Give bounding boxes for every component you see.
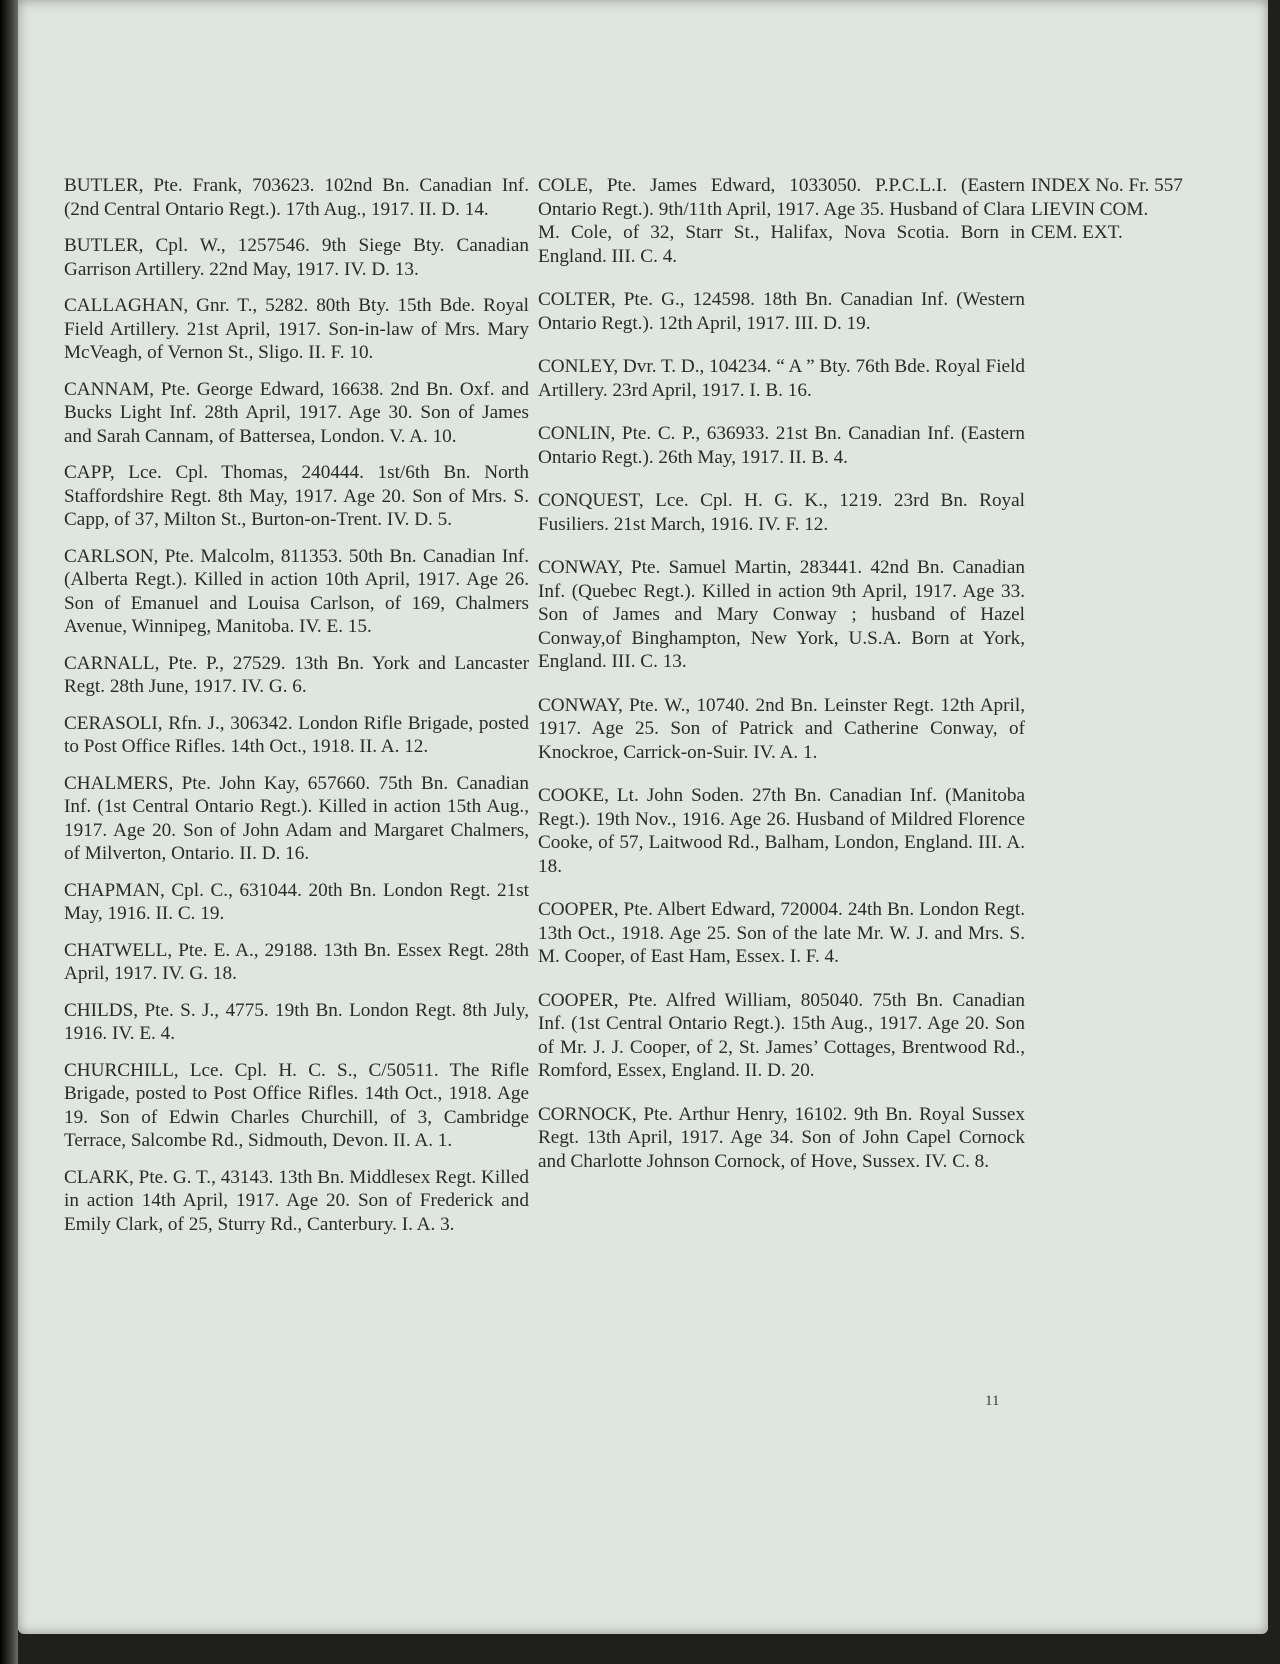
casualty-entry: CAPP, Lce. Cpl. Thomas, 240444. 1st/6th Bn. North Staffordshire Regt. 8th May, 1917. Age 20. Son of Mrs. S. Capp, of 37, Milton St., Burton-on-Trent. IV. D. 5. (64, 462, 529, 530)
casualty-entry: CONLEY, Dvr. T. D., 104234. “ A ” Bty. 76th Bde. Royal Field Artillery. 23rd April, 1917. I. B. 16. (538, 356, 1025, 401)
casualty-entry: CARNALL, Pte. P., 27529. 13th Bn. York and Lancaster Regt. 28th June, 1917. IV. G. 6. (64, 652, 529, 697)
casualty-entry: CHILDS, Pte. S. J., 4775. 19th Bn. London Regt. 8th July, 1916. IV. E. 4. (64, 999, 529, 1044)
casualty-entry: CHALMERS, Pte. John Kay, 657660. 75th Bn. Canadian Inf. (1st Central Ontario Regt.). Killed in action 15th Aug., 1917. Age 20. Son of John Adam and Margaret Chalmers, of Milverton, Ontario. II. D. 16. (64, 772, 529, 864)
casualty-entry: COLTER, Pte. G., 124598. 18th Bn. Canadian Inf. (Western Ontario Regt.). 12th April, 1917. III. D. 19. (538, 289, 1025, 334)
casualty-entry: CHAPMAN, Cpl. C., 631044. 20th Bn. London Regt. 21st May, 1916. II. C. 19. (64, 879, 529, 924)
page-number: 11 (985, 1393, 1000, 1409)
casualty-entry: CALLAGHAN, Gnr. T., 5282. 80th Bty. 15th Bde. Royal Field Artillery. 21st April, 1917. Son-in-law of Mrs. Mary McVeagh, of Vernon St., Sligo. II. F. 10. (64, 295, 529, 363)
casualty-entry: CHURCHILL, Lce. Cpl. H. C. S., C/50511. The Rifle Brigade, posted to Post Office Rifles. 14th Oct., 1918. Age 19. Son of Edwin Charles Churchill, of 3, Cambridge Terrace, Salcombe Rd., Sidmouth, Devon. II. A. 1. (64, 1059, 529, 1151)
casualty-entry: COOPER, Pte. Albert Edward, 720004. 24th Bn. London Regt. 13th Oct., 1918. Age 25. Son of the late Mr. W. J. and Mrs. S. M. Cooper, of East Ham, Essex. I. F. 4. (538, 899, 1025, 967)
casualty-entry: BUTLER, Pte. Frank, 703623. 102nd Bn. Canadian Inf. (2nd Central Ontario Regt.). 17th Aug., 1917. II. D. 14. (64, 175, 529, 220)
casualty-entry: CANNAM, Pte. George Edward, 16638. 2nd Bn. Oxf. and Bucks Light Inf. 28th April, 1917. Age 30. Son of James and Sarah Cannam, of Battersea, London. V. A. 10. (64, 378, 529, 447)
casualty-entry: CONWAY, Pte. Samuel Martin, 283441. 42nd Bn. Canadian Inf. (Quebec Regt.). Killed in action 9th April, 1917. Age 33. Son of James and Mary Conway ; husband of Hazel Conway,of Binghampton, New York, U.S.A. Born at York, England. III. C. 13. (538, 557, 1025, 672)
casualty-entry: CARLSON, Pte. Malcolm, 811353. 50th Bn. Canadian Inf. (Alberta Regt.). Killed in action 10th April, 1917. Age 26. Son of Emanuel and Louisa Carlson, of 169, Chalmers Avenue, Winnipeg, Manitoba. IV. E. 15. (64, 545, 529, 637)
cemetery-name: LIEVIN COM. (1031, 198, 1149, 220)
cemetery-index (1031, 174, 1231, 245)
left-column (64, 174, 529, 1249)
casualty-entry: CONQUEST, Lce. Cpl. H. G. K., 1219. 23rd Bn. Royal Fusiliers. 21st March, 1916. IV. F. 12. (538, 490, 1025, 535)
casualty-entry: CORNOCK, Pte. Arthur Henry, 16102. 9th Bn. Royal Sussex Regt. 13th April, 1917. Age 34. Son of John Capel Cornock and Charlotte Johnson Cornock, of Hove, Sussex. IV. C. 8. (538, 1103, 1025, 1172)
casualty-entry: CONWAY, Pte. W., 10740. 2nd Bn. Leinster Regt. 12th April, 1917. Age 25. Son of Patrick and Catherine Conway, of Knockroe, Carrick-on-Suir. IV. A. 1. (538, 694, 1025, 763)
casualty-entry: CLARK, Pte. G. T., 43143. 13th Bn. Middlesex Regt. Killed in action 14th April, 1917. Age 20. Son of Frederick and Emily Clark, of 25, Sturry Rd., Canterbury. I. A. 3. (64, 1166, 529, 1235)
casualty-entry: COLE, Pte. James Edward, 1033050. P.P.C.L.I. (Eastern Ontario Regt.). 9th/11th April, 1917. Age 35. Husband of Clara M. Cole, of 32, Starr St., Halifax, Nova Scotia. Born in England. III. C. 4. (538, 175, 1025, 267)
casualty-entry: BUTLER, Cpl. W., 1257546. 9th Siege Bty. Canadian Garrison Artillery. 22nd May, 1917. IV. D. 13. (64, 235, 529, 280)
middle-column (538, 174, 1025, 1193)
cemetery-name-cont: CEM. EXT. (1031, 222, 1123, 243)
casualty-entry: CERASOLI, Rfn. J., 306342. London Rifle Brigade, posted to Post Office Rifles. 14th Oct., 1918. II. A. 12. (64, 712, 529, 757)
binding-shadow (0, 0, 18, 1664)
casualty-entry: CHATWELL, Pte. E. A., 29188. 13th Bn. Essex Regt. 28th April, 1917. IV. G. 18. (64, 939, 529, 984)
index-number: INDEX No. Fr. 557 (1031, 175, 1183, 196)
casualty-entry: COOKE, Lt. John Soden. 27th Bn. Canadian Inf. (Manitoba Regt.). 19th Nov., 1916. Age 26. Husband of Mildred Florence Cooke, of 57, Laitwood Rd., Balham, London, England. III. A. 18. (538, 785, 1025, 877)
casualty-entry: CONLIN, Pte. C. P., 636933. 21st Bn. Canadian Inf. (Eastern Ontario Regt.). 26th May, 1917. II. B. 4. (538, 423, 1025, 468)
casualty-entry: COOPER, Pte. Alfred William, 805040. 75th Bn. Canadian Inf. (1st Central Ontario Regt.). 15th Aug., 1917. Age 20. Son of Mr. J. J. Cooper, of 2, St. James’ Cottages, Brentwood Rd., Romford, Essex, England. II. D. 20. (538, 989, 1025, 1081)
